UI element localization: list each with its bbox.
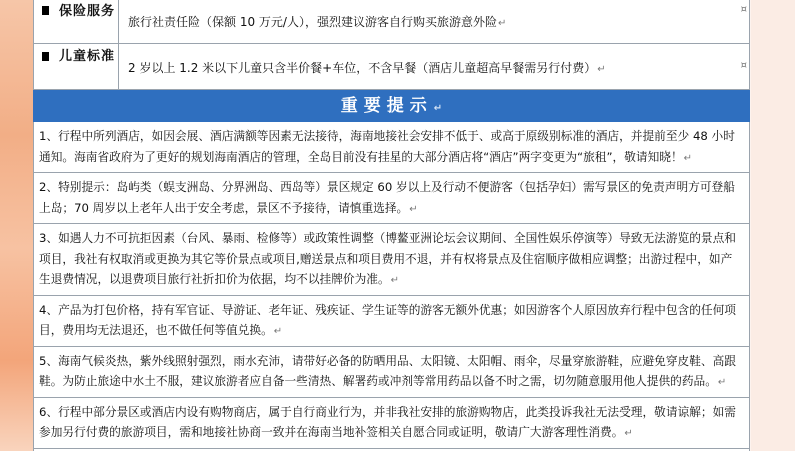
paragraph-mark-icon: ↵ <box>624 428 633 439</box>
notice-list <box>33 122 750 449</box>
paragraph-mark-icon: ↵ <box>390 275 400 286</box>
notice-item-package-price: 4、产品为打包价格，持有军官证、导游证、老年证、残疾证、学生证等的游客无额外优惠；如因游客个人原因放弃行程中包含的任何项目，费用均无法退还，也不做任何等值兑换。↵ <box>33 296 750 347</box>
notice-item-island: 2、特别提示：岛屿类（蜈支洲岛、分界洲岛、西岛等）景区规定 60 岁以上及行动不便游客（包括孕妇）需写景区的免责声明方可登船上岛；70 周岁以上老年人出于安全考虑，景区不予接待，请慎重选择。↵ <box>33 173 750 224</box>
notice-item-hotel: 1、行程中所列酒店，如因会展、酒店满额等因素无法接待，海南地接社会安排不低于、或高于原级别标准的酒店，并提前至少 48 小时通知。海南省政府为了更好的规划海南酒店的管理，全岛目前没有挂星的大部分酒店将“酒店”两字变更为“旅租”，敬请知晓！↵ <box>33 122 750 173</box>
paragraph-mark-icon: ↵ <box>409 203 418 215</box>
paragraph-mark-icon: ↵ <box>717 377 727 388</box>
notice-item-shopping: 6、行程中部分景区或酒店内设有购物商店，属于自行商业行为，并非我社安排的旅游购物店，此类投诉我社无法受理，敬请谅解；如需参加另行付费的旅游项目，需和地接社协商一致并在海南当地补签相关自愿合同或证明，敬请广大游客理性消费。↵ <box>33 398 750 449</box>
notice-heading <box>33 90 750 122</box>
right-page-margin <box>751 0 795 451</box>
notice-item-force-majeure: 3、如遇人力不可抗拒因素（台风、暴雨、检修等）或政策性调整（博鳌亚洲论坛会议期间、全国性娱乐停演等）导致无法游览的景点和项目，我社有权取消或更换为其它等价景点或项目,赠送景点和项目费用不退，并有权将景点及住宿顺序做相应调整；出游过程中，如产生退费情况，以退费项目旅行社折扣价为依据，均不以挂牌价为准。↵ <box>33 224 750 296</box>
paragraph-mark-icon: ↵ <box>497 18 507 29</box>
row-label-children: 儿童标准 <box>59 49 116 64</box>
row-label-insurance: 保险服务 <box>59 4 116 19</box>
notice-title: 重要提示 <box>340 96 433 116</box>
bullet-icon <box>42 52 49 61</box>
row-value-insurance: 旅行社责任险（保额 10 万元/人），强烈建议游客自行购买旅游意外险↵ <box>128 15 507 29</box>
cell-end-mark-icon: ¤ <box>740 60 747 71</box>
left-decorative-border <box>0 0 34 451</box>
bullet-icon <box>42 6 49 15</box>
paragraph-mark-icon: ↵ <box>683 152 693 164</box>
paragraph-mark-icon: ↵ <box>433 103 443 114</box>
paragraph-mark-icon: ↵ <box>597 64 606 75</box>
row-value-children: 2 岁以上 1.2 米以下儿童只含半价餐+车位，不含早餐（酒店儿童超高早餐需另行付费）↵ <box>128 61 606 75</box>
paragraph-mark-icon: ↵ <box>273 326 283 337</box>
notice-item-climate: 5、海南气候炎热，紫外线照射强烈，雨水充沛，请带好必备的防晒用品、太阳镜、太阳帽、雨伞，尽量穿旅游鞋，应避免穿皮鞋、高跟鞋。为防止旅途中水土不服，建议旅游者应自备一些清热、解署药或冲剂等常用药品以备不时之需，切勿随意服用他人提供的药品。↵ <box>33 347 750 398</box>
table-row-insurance <box>33 0 750 44</box>
table-row-children <box>33 44 750 90</box>
cell-end-mark-icon: ¤ <box>740 4 747 15</box>
